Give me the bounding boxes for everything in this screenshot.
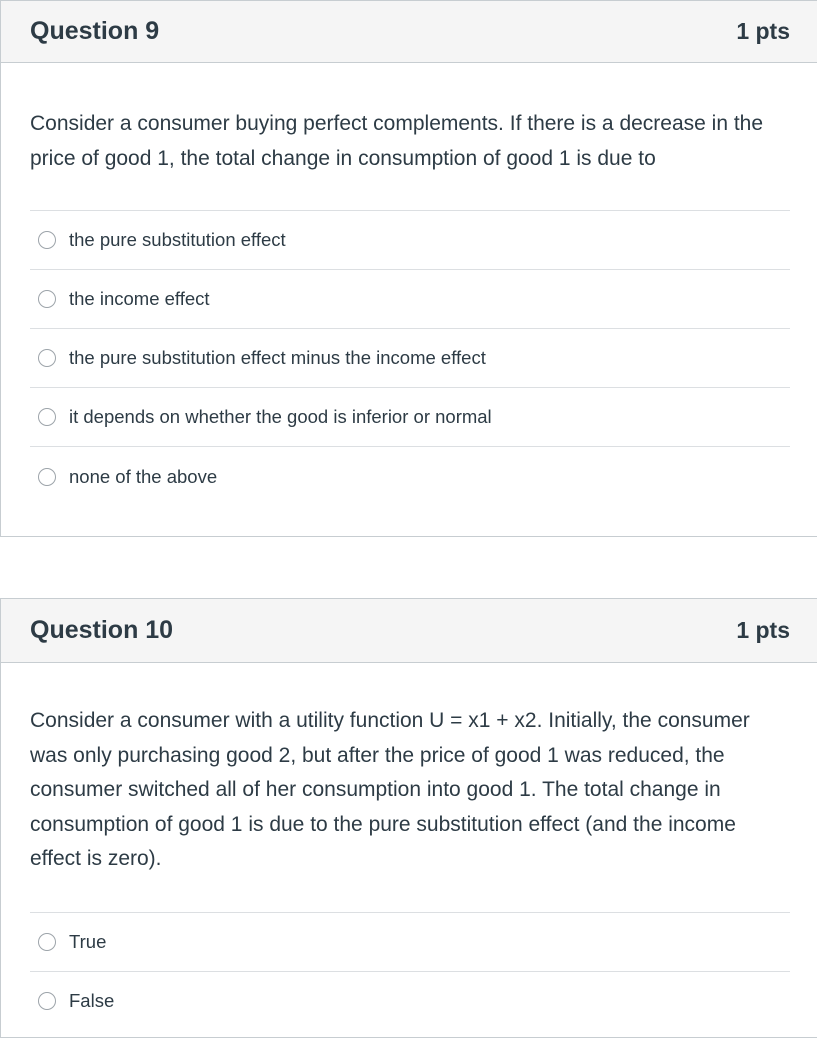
question-text: Consider a consumer buying perfect complements. If there is a decrease in the price of good 1, the total change in consumption of good 1 is due to — [30, 112, 764, 170]
question-header — [1, 599, 817, 663]
radio-button-icon[interactable] — [38, 408, 56, 426]
answer-label: True — [69, 930, 107, 952]
radio-button-icon[interactable] — [38, 933, 56, 951]
question-body — [1, 63, 817, 506]
answer-option[interactable] — [30, 388, 790, 447]
answer-label: the pure substitution effect — [69, 229, 286, 250]
radio-button-icon[interactable] — [38, 349, 56, 367]
question-body — [1, 663, 817, 1031]
answer-option[interactable] — [30, 211, 790, 270]
answer-label: the pure substitution effect minus the income effect — [69, 347, 486, 368]
radio-button-icon[interactable] — [38, 992, 56, 1010]
question-10 — [0, 598, 817, 1038]
answer-option[interactable] — [30, 270, 790, 329]
answer-option[interactable] — [30, 913, 790, 972]
radio-button-icon[interactable] — [38, 231, 56, 249]
question-title: Question 9 — [30, 17, 160, 45]
answer-label: none of the above — [69, 465, 218, 487]
answer-option[interactable] — [30, 972, 790, 1031]
question-points: 1 pts — [736, 18, 790, 44]
answer-option[interactable] — [30, 447, 790, 506]
question-title: Question 10 — [30, 616, 174, 644]
answer-option[interactable] — [30, 329, 790, 388]
answer-label: the income effect — [69, 288, 210, 309]
answer-label: False — [69, 990, 115, 1011]
question-header — [1, 1, 817, 63]
radio-button-icon[interactable] — [38, 468, 56, 486]
question-text: Consider a consumer with a utility function U = x1 + x2. Initially, the consumer was only purchasing good 2, but after the price of good 1 was reduced, the consumer switched all of her consumption into good 1. The total change in consumption of good 1 is due to the pure substitution effect (and the income effect is zero). — [30, 709, 750, 870]
question-points: 1 pts — [736, 617, 790, 643]
answer-label: it depends on whether the good is inferior or normal — [69, 406, 492, 427]
answer-list — [30, 912, 790, 1031]
radio-button-icon[interactable] — [38, 290, 56, 308]
answer-list — [30, 210, 790, 506]
